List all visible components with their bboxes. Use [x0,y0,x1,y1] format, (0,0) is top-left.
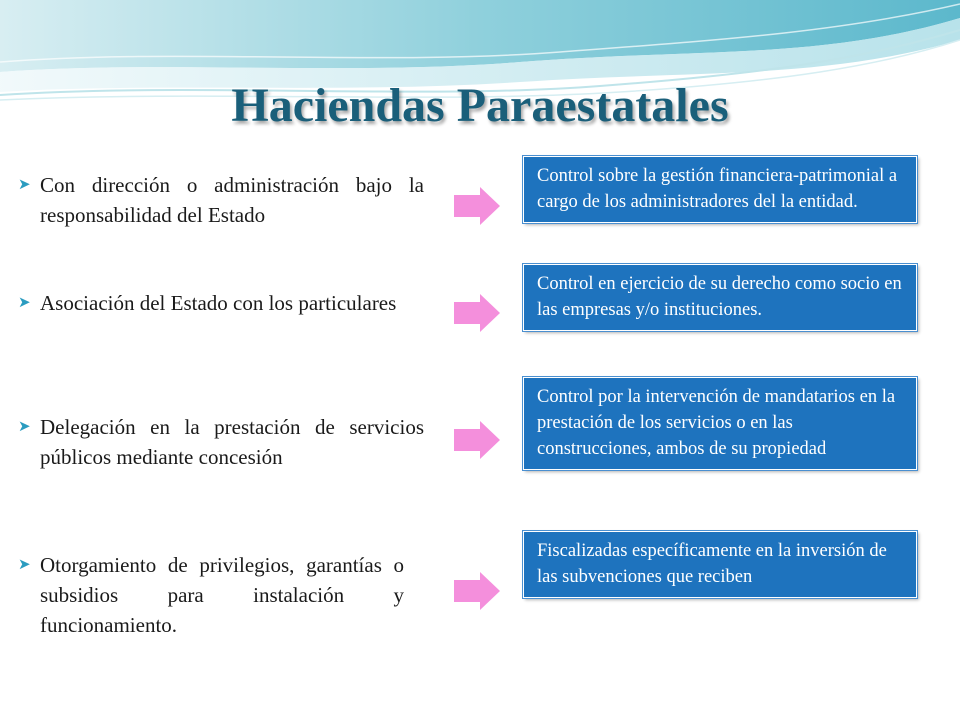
info-box: Control en ejercicio de su derecho como socio en las empresas y/o instituciones. [523,264,917,331]
list-item [16,288,424,318]
bullet-text: Asociación del Estado con los particulares [40,291,397,315]
right-arrow-icon [452,186,502,226]
bullet-text: Otorgamiento de privilegios, garantías o subsidios para instalación y funcionamiento. [40,553,404,637]
arrow-bullet-icon: ➤ [18,295,31,311]
right-arrow-icon [452,420,502,460]
list-item [16,550,404,640]
list-item [16,412,424,472]
arrow-bullet-icon: ➤ [18,557,31,573]
bullet-text: Delegación en la prestación de servicios públicos mediante concesión [40,415,424,469]
right-arrow-icon [452,571,502,611]
info-box: Control por la intervención de mandatarios en la prestación de los servicios o en las construcciones, ambos de su propiedad [523,377,917,470]
list-item [16,170,424,230]
info-box: Control sobre la gestión financiera-patrimonial a cargo de los administradores del la entidad. [523,156,917,223]
bullet-text: Con dirección o administración bajo la responsabilidad del Estado [40,173,424,227]
right-arrow-icon [452,293,502,333]
arrow-bullet-icon: ➤ [18,419,31,435]
info-box: Fiscalizadas específicamente en la inversión de las subvenciones que reciben [523,531,917,598]
page-title: Haciendas Paraestatales [231,79,729,132]
arrow-bullet-icon: ➤ [18,177,31,193]
